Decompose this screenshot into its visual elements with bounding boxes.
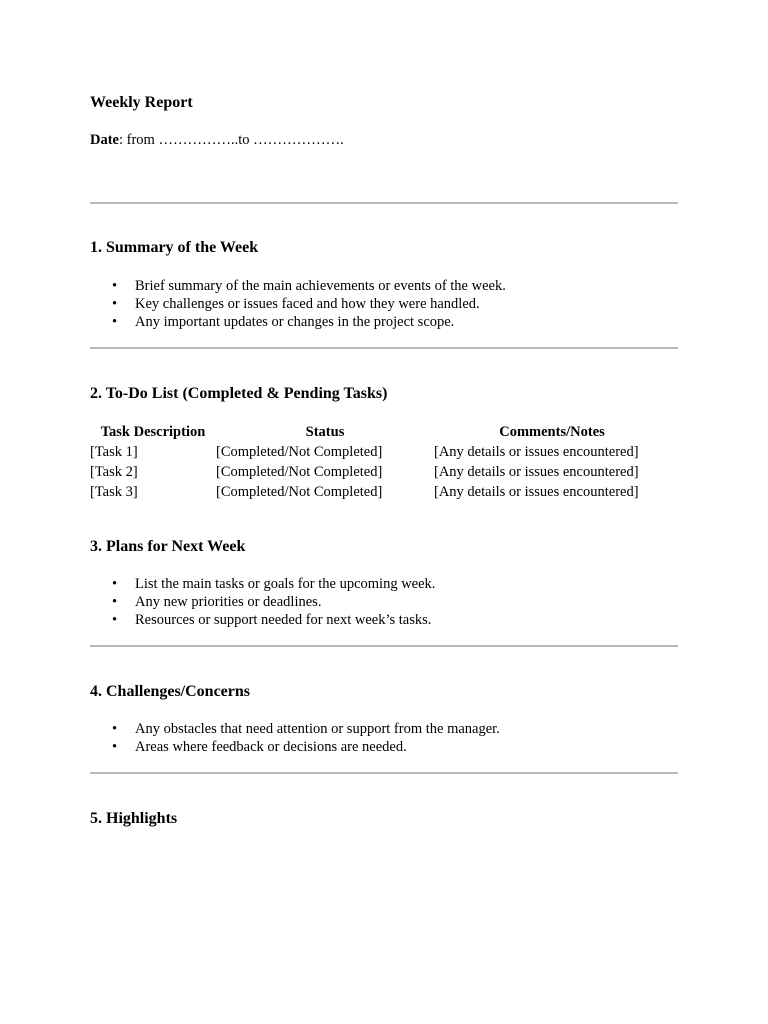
heading-plans-for-next-week: 3. Plans for Next Week — [90, 538, 246, 555]
list-item: • Any obstacles that need attention or support from the manager. — [90, 720, 500, 738]
table-cell-task: [Task 1] — [90, 444, 138, 460]
table-cell-task: [Task 3] — [90, 484, 138, 500]
list-item: • Brief summary of the main achievements or events of the week. — [90, 277, 506, 295]
summary-bullet-list — [90, 277, 506, 331]
document-title: Weekly Report — [90, 94, 193, 111]
todo-table — [90, 422, 670, 502]
list-item: • Resources or support needed for next week’s tasks. — [90, 611, 435, 629]
list-item: • Any new priorities or deadlines. — [90, 593, 435, 611]
table-cell-task: [Task 2] — [90, 464, 138, 480]
heading-summary-of-the-week: 1. Summary of the Week — [90, 239, 259, 256]
heading-todo-list: 2. To-Do List (Completed & Pending Tasks) — [90, 385, 388, 402]
table-cell-status: [Completed/Not Completed] — [216, 444, 383, 460]
divider-4 — [90, 772, 678, 774]
list-item: • Any important updates or changes in the project scope. — [90, 313, 506, 331]
column-header-task-description: Task Description — [100, 424, 206, 440]
table-row — [90, 462, 670, 482]
list-item: • Areas where feedback or decisions are needed. — [90, 738, 500, 756]
table-cell-status: [Completed/Not Completed] — [216, 484, 383, 500]
divider-3 — [90, 645, 678, 647]
column-header-comments-notes: Comments/Notes — [499, 424, 605, 440]
table-cell-comments: [Any details or issues encountered] — [434, 484, 639, 500]
date-label: Date — [90, 132, 119, 148]
heading-challenges-concerns: 4. Challenges/Concerns — [90, 683, 250, 700]
table-cell-comments: [Any details or issues encountered] — [434, 444, 639, 460]
date-line — [90, 131, 344, 149]
divider-1 — [90, 202, 678, 204]
challenges-bullet-list — [90, 720, 500, 756]
table-cell-status: [Completed/Not Completed] — [216, 464, 383, 480]
heading-highlights: 5. Highlights — [90, 810, 178, 827]
table-row — [90, 442, 670, 462]
table-header-row — [90, 422, 670, 442]
table-row — [90, 482, 670, 502]
plans-bullet-list — [90, 575, 435, 629]
list-item: • Key challenges or issues faced and how they were handled. — [90, 295, 506, 313]
table-cell-comments: [Any details or issues encountered] — [434, 464, 639, 480]
divider-2 — [90, 347, 678, 349]
list-item: • List the main tasks or goals for the upcoming week. — [90, 575, 435, 593]
date-range-placeholder: : from ……………..to ………………. — [119, 132, 344, 148]
column-header-status: Status — [305, 424, 345, 440]
